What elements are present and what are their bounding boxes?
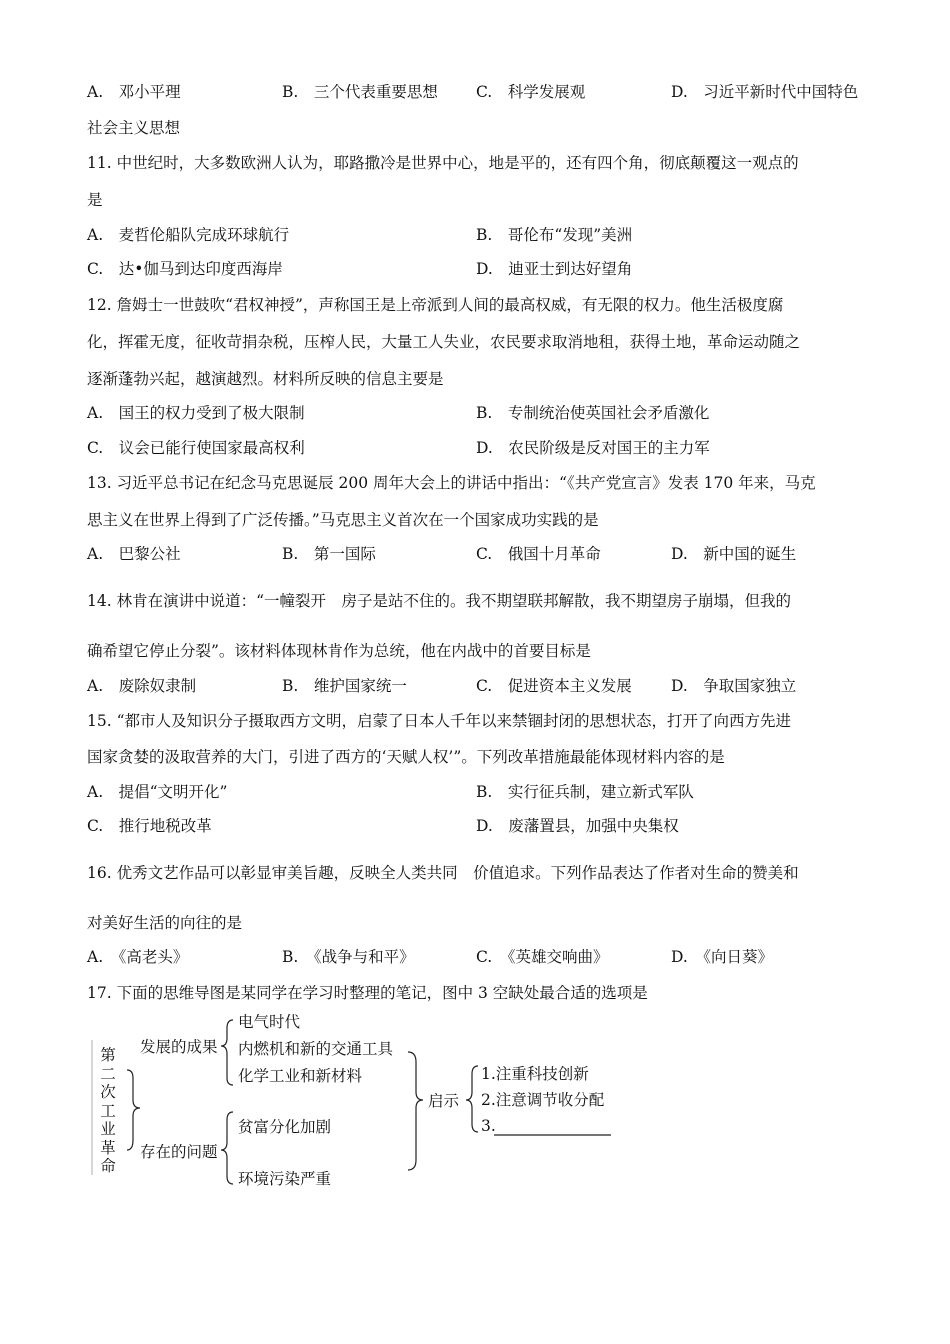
q11-stem-line2: 是 (87, 191, 103, 209)
q12-option-a: A. 国王的权力受到了极大限制 (87, 404, 305, 422)
q12-option-b: B. 专制统治使英国社会矛盾激化 (476, 404, 710, 422)
q16-option-d: D. 《向日葵》 (671, 948, 774, 966)
q11-stem-line1: 11. 中世纪时，大多数欧洲人认为，耶路撒冷是世界中心，地是平的，还有四个角，彻底颠覆这一观点的 (87, 154, 799, 172)
insight-item: 1.注重科技创新 (481, 1065, 589, 1083)
q10-option-d-continued: 社会主义思想 (87, 119, 181, 137)
insight-brace (466, 1066, 478, 1132)
q15-option-c: C. 推行地税改革 (87, 817, 212, 835)
root-bracket (127, 1070, 140, 1150)
q11-option-a: A. 麦哲伦船队完成环球航行 (87, 226, 290, 244)
q10-option-a: A. 邓小平理 (87, 83, 181, 101)
q11-option-b: B. 哥伦布“发现”美洲 (476, 226, 633, 244)
branch-insight-label: 启示 (428, 1092, 460, 1110)
collect-bracket (408, 1052, 423, 1170)
q13-option-d: D. 新中国的诞生 (671, 545, 797, 563)
q15-option-b: B. 实行征兵制，建立新式军队 (476, 783, 694, 801)
q10-option-c: C. 科学发展观 (476, 83, 586, 101)
branch1-brace (221, 1020, 233, 1085)
q15-option-d: D. 废藩置县，加强中央集权 (476, 817, 679, 835)
q13-option-a: A. 巴黎公社 (87, 545, 181, 563)
q10-option-d: D. 习近平新时代中国特色 (671, 83, 859, 101)
q12-stem-line1: 12. 詹姆士一世鼓吹“君权神授”，声称国王是上帝派到人间的最高权威，有无限的权力。他生活极度腐 (87, 296, 784, 314)
q12-option-d: D. 农民阶级是反对国王的主力军 (476, 439, 710, 457)
branch2-brace (221, 1112, 233, 1184)
q10-option-b: B. 三个代表重要思想 (282, 83, 438, 101)
q13-option-c: C. 俄国十月革命 (476, 545, 601, 563)
q16-option-b: B. 《战争与和平》 (282, 948, 415, 966)
branch-achievements-label: 发展的成果 (140, 1038, 218, 1056)
q12-stem-line3: 逐渐蓬勃兴起，越演越烈。材料所反映的信息主要是 (87, 370, 444, 388)
problem-item: 贫富分化加剧 (238, 1118, 332, 1136)
q16-option-c: C. 《英雄交响曲》 (476, 948, 609, 966)
q17-stem: 17. 下面的思维导图是某同学在学习时整理的笔记，图中 3 空缺处最合适的选项是 (87, 984, 648, 1002)
problem-item: 环境污染严重 (238, 1170, 332, 1188)
insight-item-blank: 3. (481, 1117, 496, 1135)
q12-option-c: C. 议会已能行使国家最高权利 (87, 439, 305, 457)
achievement-item: 化学工业和新材料 (238, 1067, 363, 1085)
q14-option-b: B. 维护国家统一 (282, 677, 407, 695)
q16-stem-line2: 对美好生活的向往的是 (87, 914, 243, 932)
q13-stem-line1: 13. 习近平总书记在纪念马克思诞辰 200 周年大会上的讲话中指出：“《共产党宣言》发表 170 年来，马克 (87, 474, 816, 492)
q13-option-b: B. 第一国际 (282, 545, 376, 563)
q14-option-d: D. 争取国家独立 (671, 677, 797, 695)
q13-stem-line2: 思主义在世界上得到了广泛传播。”马克思主义首次在一个国家成功实践的是 (87, 511, 599, 529)
q16-stem-line1: 16. 优秀文艺作品可以彰显审美旨趣，反映全人类共同 价值追求。下列作品表达了作者对生命的赞美和 (87, 864, 799, 882)
achievement-item: 电气时代 (238, 1013, 301, 1031)
q14-stem-line2: 确希望它停止分裂”。该材料体现林肯作为总统，他在内战中的首要目标是 (87, 642, 591, 660)
q14-stem-line1: 14. 林肯在演讲中说道：“一幢裂开 房子是站不住的。我不期望联邦解散，我不期望房子崩塌，但我的 (87, 592, 792, 610)
q11-option-d: D. 迪亚士到达好望角 (476, 260, 633, 278)
q14-option-a: A. 废除奴隶制 (87, 677, 197, 695)
insight-item: 2.注意调节收分配 (481, 1091, 605, 1109)
mind-map-root-title: 第 二 次 工 业 革 命 (100, 1046, 116, 1175)
q12-stem-line2: 化，挥霍无度，征收苛捐杂税，压榨人民，大量工人失业，农民要求取消地租，获得土地，革命运动随之 (87, 333, 801, 351)
q14-option-c: C. 促进资本主义发展 (476, 677, 632, 695)
q15-stem-line2: 国家贪婪的汲取营养的大门，引进了西方的‘天赋人权’”。下列改革措施最能体现材料内容的是 (87, 748, 725, 766)
achievement-item: 内燃机和新的交通工具 (238, 1040, 394, 1058)
q15-option-a: A. 提倡“文明开化” (87, 783, 228, 801)
q15-stem-line1: 15. “都市人及知识分子摄取西方文明，启蒙了日本人千年以来禁锢封闭的思想状态，打开了向西方先进 (87, 712, 792, 730)
q11-option-c: C. 达•伽马到达印度西海岸 (87, 260, 283, 278)
q16-option-a: A. 《高老头》 (87, 948, 189, 966)
branch-problems-label: 存在的问题 (140, 1143, 218, 1161)
